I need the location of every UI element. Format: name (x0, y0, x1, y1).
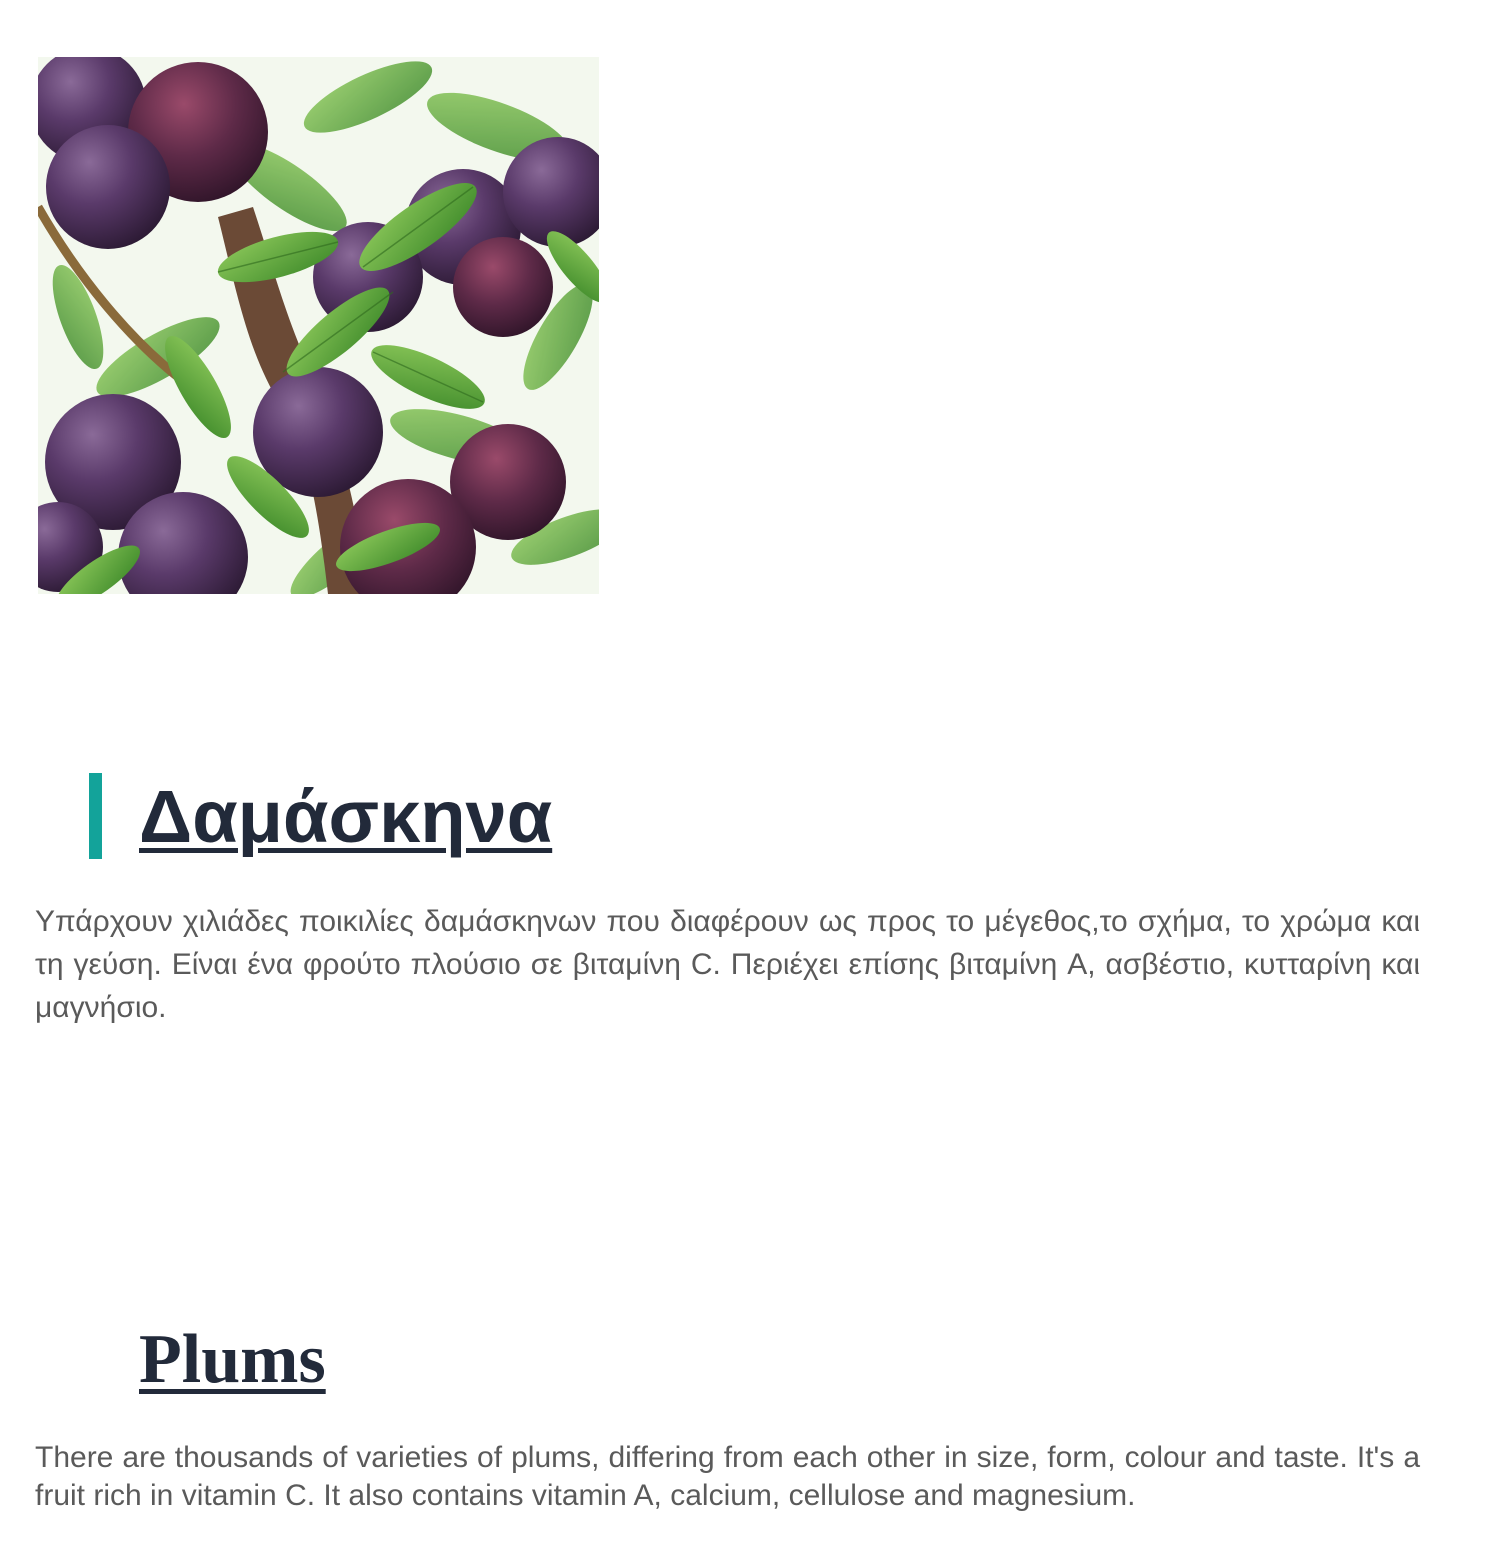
greek-section-paragraph: Υπάρχουν χιλιάδες ποικιλίες δαμάσκηνων που διαφέρουν ως προς το μέγεθος,το σχήμα, το χρώμα και τη γεύση. Είναι ένα φρούτο πλούσιο σε βιταμίνη C. Περιέχει επίσης βιταμίνη A, ασβέστιο, κυτταρίνη και μαγνήσιο. (35, 905, 1420, 1024)
greek-section-title: Δαμάσκηνα (139, 775, 553, 858)
english-section-paragraph: There are thousands of varieties of plums, differing from each other in size, form, colour and taste. It's a fruit rich in vitamin C. It also contains vitamin A, calcium, cellulose and magnesium. (35, 1441, 1420, 1512)
plums-photo (38, 57, 599, 594)
section-accent-bar (89, 773, 102, 859)
english-section-title: Plums (139, 1321, 326, 1398)
